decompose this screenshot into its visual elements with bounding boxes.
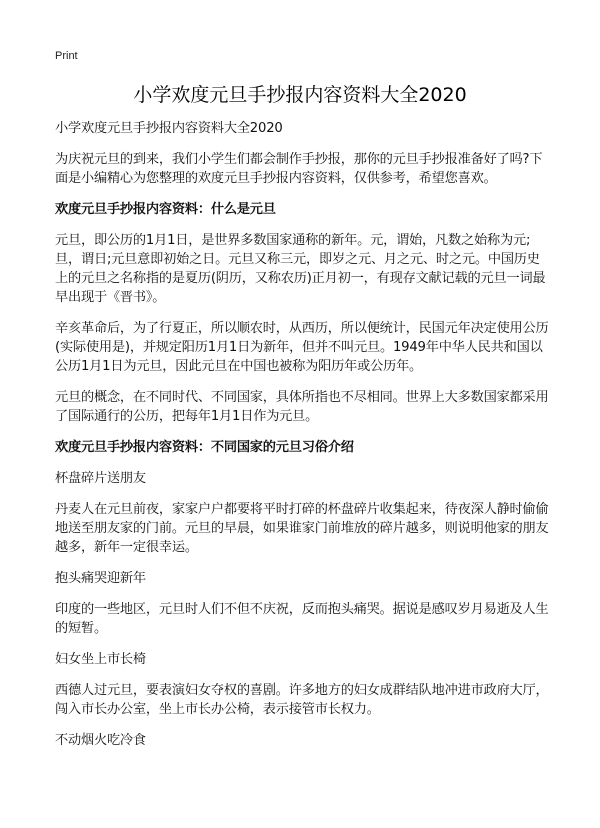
custom-title-india: 抱头痛哭迎新年 bbox=[55, 571, 146, 586]
custom-title-denmark: 杯盘碎片送朋友 bbox=[55, 471, 146, 486]
article-body bbox=[55, 119, 550, 762]
section-heading-what-is-new-year: 欢度元旦手抄报内容资料：什么是元旦 bbox=[55, 202, 276, 217]
article-subtitle: 小学欢度元旦手抄报内容资料大全2020 bbox=[55, 121, 283, 136]
paragraph-definition: 元旦，即公历的1月1日，是世界多数国家通称的新年。元，谓始，凡数之始称为元;旦，谓日;元旦意即初始之日。元旦又称三元，即岁之元、月之元、时之元。中国历史上的元旦之名称指的是夏历(阴历，又称农历)正月初一，有现存文献记载的元旦一词最早出现于《晋书》。 bbox=[55, 233, 546, 305]
custom-text-india: 印度的一些地区，元旦时人们不但不庆祝，反而抱头痛哭。据说是感叹岁月易逝及人生的短暂。 bbox=[55, 602, 549, 636]
custom-title-germany: 妇女坐上市长椅 bbox=[55, 652, 146, 667]
paragraph-concept: 元旦的概念，在不同时代、不同国家，具体所指也不尽相同。世界上大多数国家都采用了国际通行的公历，把每年1月1日作为元旦。 bbox=[55, 390, 549, 424]
print-link[interactable]: Print bbox=[55, 50, 78, 62]
custom-text-germany: 西德人过元旦，要表演妇女夺权的喜剧。许多地方的妇女成群结队地冲进市政府大厅，闯入市长办公室，坐上市长办公椅，表示接管市长权力。 bbox=[55, 683, 549, 717]
paragraph-history: 辛亥革命后，为了行夏正，所以顺农时，从西历，所以便统计，民国元年决定使用公历(实际使用是)，并规定阳历1月1日为新年，但并不叫元旦。1949年中华人民共和国以公历1月1日为元旦，因此元旦在中国也被称为阳历年或公历年。 bbox=[55, 321, 549, 374]
intro-paragraph: 为庆祝元旦的到来，我们小学生们都会制作手抄报，那你的元旦手抄报准备好了吗?下面是小编精心为您整理的欢度元旦手抄报内容资料，仅供参考，希望您喜欢。 bbox=[55, 152, 543, 186]
custom-text-denmark: 丹麦人在元旦前夜，家家户户都要将平时打碎的杯盘碎片收集起来，待夜深人静时偷偷地送至朋友家的门前。元旦的早晨，如果谁家门前堆放的碎片越多，则说明他家的朋友越多，新年一定很幸运。 bbox=[55, 502, 549, 555]
section-heading-customs: 欢度元旦手抄报内容资料：不同国家的元旦习俗介绍 bbox=[55, 440, 354, 455]
custom-title-cold-food: 不动烟火吃冷食 bbox=[55, 733, 146, 748]
page-title: 小学欢度元旦手抄报内容资料大全2020 bbox=[133, 84, 467, 106]
